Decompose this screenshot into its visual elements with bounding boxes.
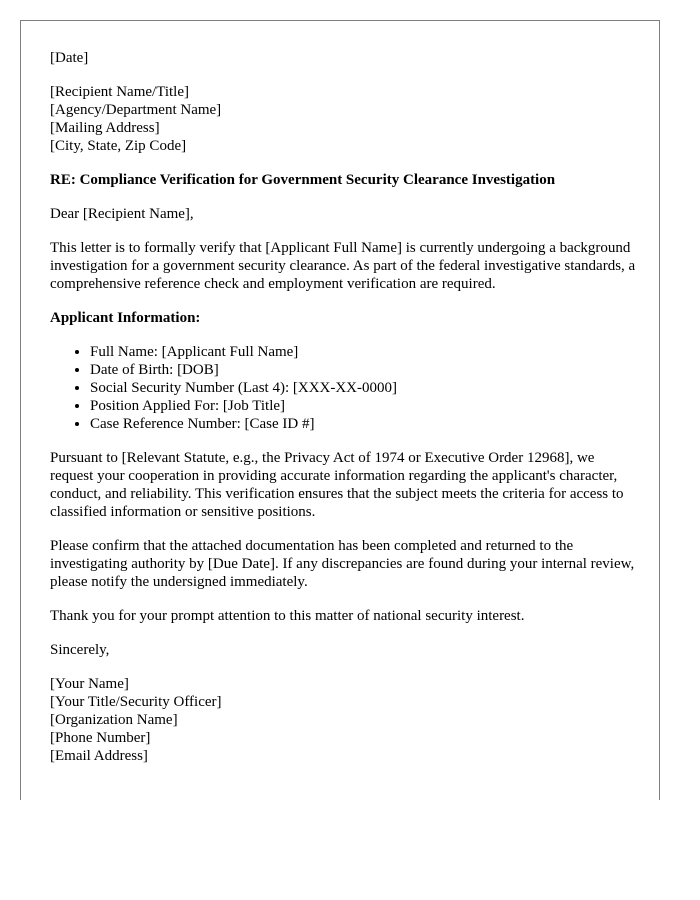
applicant-dob-item: • Date of Birth: [DOB] (90, 361, 640, 379)
recipient-mailing-address: [Mailing Address] (50, 120, 160, 136)
signature-block (50, 675, 640, 765)
signature-title: [Your Title/Security Officer] (50, 694, 222, 710)
recipient-block (50, 83, 640, 155)
applicant-info-list (50, 343, 640, 433)
recipient-agency: [Agency/Department Name] (50, 102, 222, 118)
signature-phone: [Phone Number] (50, 730, 151, 746)
applicant-position-item: • Position Applied For: [Job Title] (90, 397, 640, 415)
salutation: Dear [Recipient Name], (50, 206, 194, 222)
intro-paragraph: This letter is to formally verify that [Applicant Full Name] is currently undergoing a background investigation for a government security clearance. As part of the federal investigative standards, a comprehensive reference check and employment verification are required. (50, 240, 636, 292)
thanks-paragraph: Thank you for your prompt attention to this matter of national security interest. (50, 608, 525, 624)
recipient-name-title: [Recipient Name/Title] (50, 84, 189, 100)
signature-name: [Your Name] (50, 676, 129, 692)
statute-paragraph: Pursuant to [Relevant Statute, e.g., the Privacy Act of 1974 or Executive Order 12968], we request your cooperation in providing accurate information regarding the applicant's character, conduct, and reliability. This verification ensures that the subject meets the criteria for access to classified information or sensitive positions. (50, 450, 624, 520)
subject-line: RE: Compliance Verification for Government Security Clearance Investigation (50, 172, 556, 188)
applicant-info-heading: Applicant Information: (50, 310, 201, 326)
letter-date: [Date] (50, 50, 89, 66)
signature-email: [Email Address] (50, 748, 148, 764)
recipient-city-state-zip: [City, State, Zip Code] (50, 138, 187, 154)
confirm-paragraph: Please confirm that the attached documentation has been completed and returned to the investigating authority by [Due Date]. If any discrepancies are found during your internal review, please notify the undersigned immediately. (50, 538, 635, 590)
letter-body (50, 49, 640, 765)
applicant-ssn-item: • Social Security Number (Last 4): [XXX-XX-0000] (90, 379, 640, 397)
applicant-case-ref-item: • Case Reference Number: [Case ID #] (90, 415, 640, 433)
signature-organization: [Organization Name] (50, 712, 178, 728)
applicant-full-name-item: • Full Name: [Applicant Full Name] (90, 343, 640, 361)
closing: Sincerely, (50, 642, 110, 658)
letter-page (20, 20, 660, 800)
